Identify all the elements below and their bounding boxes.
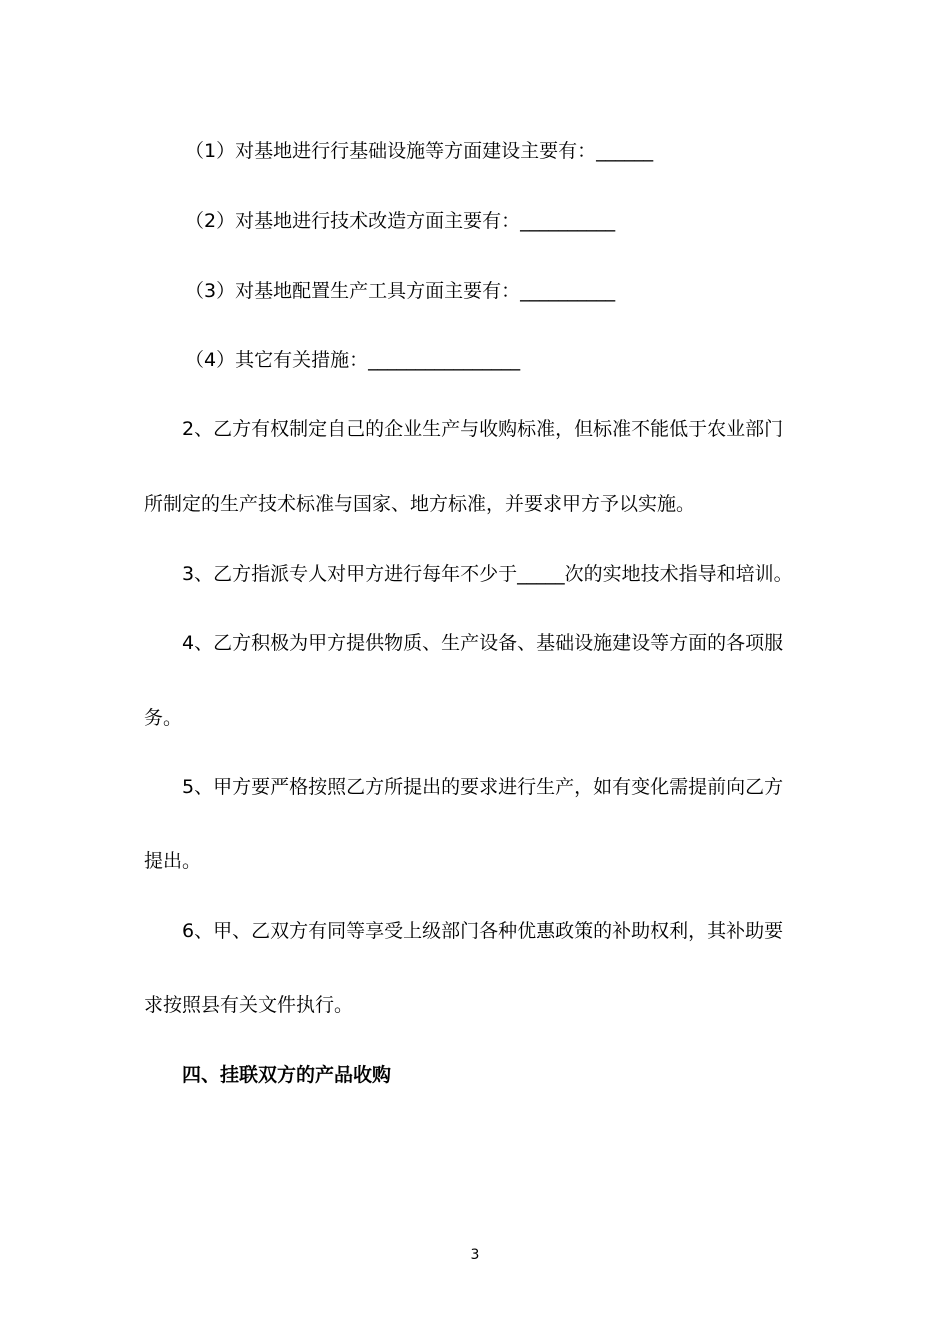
item-5-line-2: 提出。 (144, 850, 202, 872)
item-6-line-1: 6、甲、乙双方有同等享受上级部门各种优惠政策的补助权利，其补助要 (182, 920, 784, 942)
sub-item-1: （1）对基地进行行基础设施等方面建设主要有：______ (185, 140, 654, 162)
item-6-line-2: 求按照县有关文件执行。 (144, 994, 354, 1016)
item-4-line-1: 4、乙方积极为甲方提供物质、生产设备、基础设施建设等方面的各项服 (182, 632, 784, 654)
sub-item-2: （2）对基地进行技术改造方面主要有：__________ (185, 210, 616, 232)
item-2-line-2: 所制定的生产技术标准与国家、地方标准，并要求甲方予以实施。 (144, 493, 696, 515)
item-5-line-1: 5、甲方要严格按照乙方所提出的要求进行生产，如有变化需提前向乙方 (182, 776, 784, 798)
item-4-line-2: 务。 (144, 707, 183, 729)
page-number: 3 (470, 1247, 480, 1263)
item-2-line-1: 2、乙方有权制定自己的企业生产与收购标准，但标准不能低于农业部门 (182, 418, 784, 440)
item-3: 3、乙方指派专人对甲方进行每年不少于_____次的实地技术指导和培训。 (182, 563, 793, 585)
sub-item-3: （3）对基地配置生产工具方面主要有：__________ (185, 280, 616, 302)
section-heading: 四、挂联双方的产品收购 (182, 1064, 392, 1086)
sub-item-4: （4）其它有关措施：________________ (185, 349, 521, 371)
